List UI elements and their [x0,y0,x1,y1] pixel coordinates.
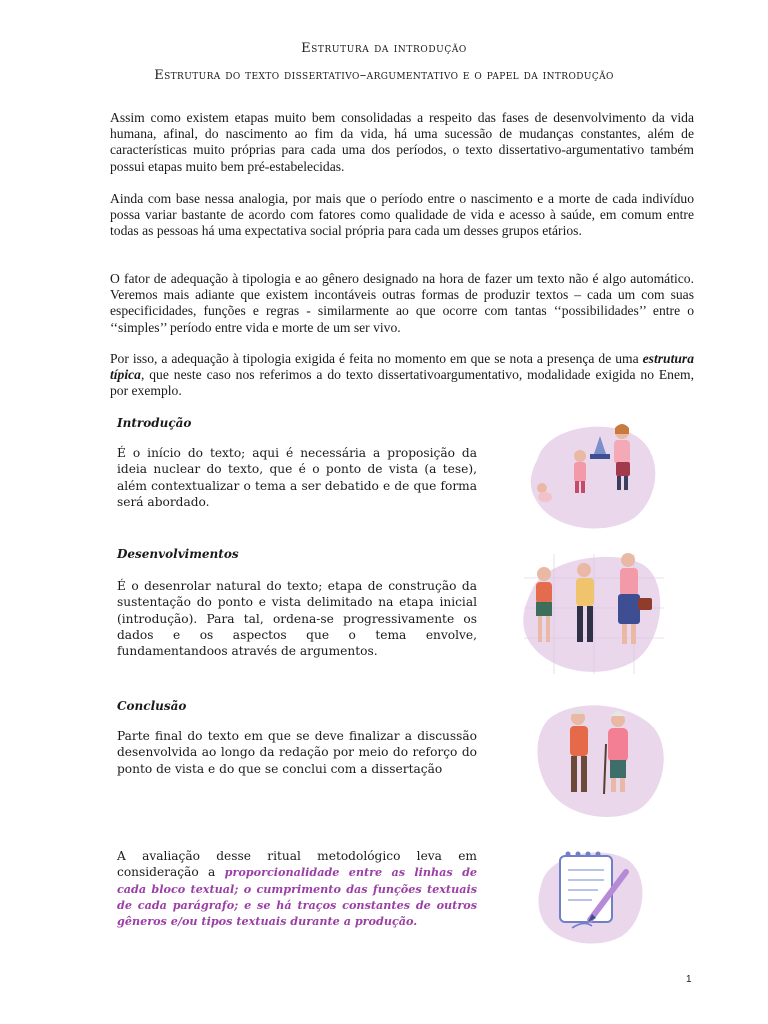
section-body-desenvolvimentos: É o desenrolar natural do texto; etapa de construção da sustentação do ponto e vista delimitado na etapa inicial (introdução). Para tal, ordena-se progressivamente os dados e os aspectos que o tema envolve, fundamentandoos através de argumentos. [117,579,477,659]
paragraph-4 [110,351,694,400]
elderly-couple-illustration [520,698,670,820]
paragraph-4-emphasis: estrutura típica [110,351,694,383]
evaluation-intro: A avaliação desse ritual metodológico leva em consideração a [117,849,477,880]
section-title-introducao: Introdução [117,416,192,430]
section-title-conclusao: Conclusão [117,699,187,713]
page-subtitle: Estrutura do texto dissertativo–argumentativo e o papel da introdução [154,68,614,83]
family-generations-illustration [518,418,664,530]
page-title: Estrutura da introdução [301,41,467,56]
section-title-desenvolvimentos: Desenvolvimentos [117,547,239,561]
section-body-conclusao: Parte final do texto em que se deve finalizar a discussão desenvolvida ao longo da redação por meio do reforço do ponto de vista e do que se conclui com a dissertação [117,729,477,776]
adults-group-illustration [514,548,670,680]
paragraph-2: Ainda com base nessa analogia, por mais que o período entre o nascimento e a morte de cada indivíduo possa variar bastante de acordo com fatores como qualidade de vida e acesso à saúde, em comum entre todas as pessoas há uma expectativa social própria para cada um desses grupos etários. [110,191,694,239]
paragraph-4-text: Por isso, a adequação à tipologia exigida é feita no momento em que se nota a presença de uma [110,351,643,366]
evaluation-paragraph [117,848,477,929]
evaluation-highlight: proporcionalidade entre as linhas de cada bloco textual; o cumprimento das funções textuais de cada parágrafo; e se há traços constantes de outros gêneros e/ou tipos textuais durante a produção. [117,865,478,929]
paragraph-1: Assim como existem etapas muito bem consolidadas a respeito das fases de desenvolvimento da vida humana, afinal, do nascimento ao fim da vida, há uma sucessão de mudanças constantes, além de características muito próprias para cada uma dos períodos, o texto dissertativo-argumentativo também possui etapas muito bem pré-estabelecidas. [110,110,694,174]
page-number: 1 [686,974,692,985]
paragraph-3: O fator de adequação à tipologia e ao gênero designado na hora de fazer um texto não é algo automático. Veremos mais adiante que existem incontáveis outras formas de produzir textos – cada um com suas especificidades, funções e regras - similarmente ao que ocorre com tantas ‘‘possibilidades’’ entre o ‘‘simples’’ período entre vida e morte de um ser vivo. [110,271,694,335]
paragraph-4-text-end: , que neste caso nos referimos a do texto dissertativoargumentativo, modalidade exigida no Enem, por exemplo. [110,367,694,399]
notepad-pen-illustration [532,842,648,946]
section-body-introducao: É o início do texto; aqui é necessária a proposição da ideia nuclear do texto, que é o ponto de vista (a tese), além contextualizar o tema a ser debatido e de que forma será abordado. [117,446,477,509]
